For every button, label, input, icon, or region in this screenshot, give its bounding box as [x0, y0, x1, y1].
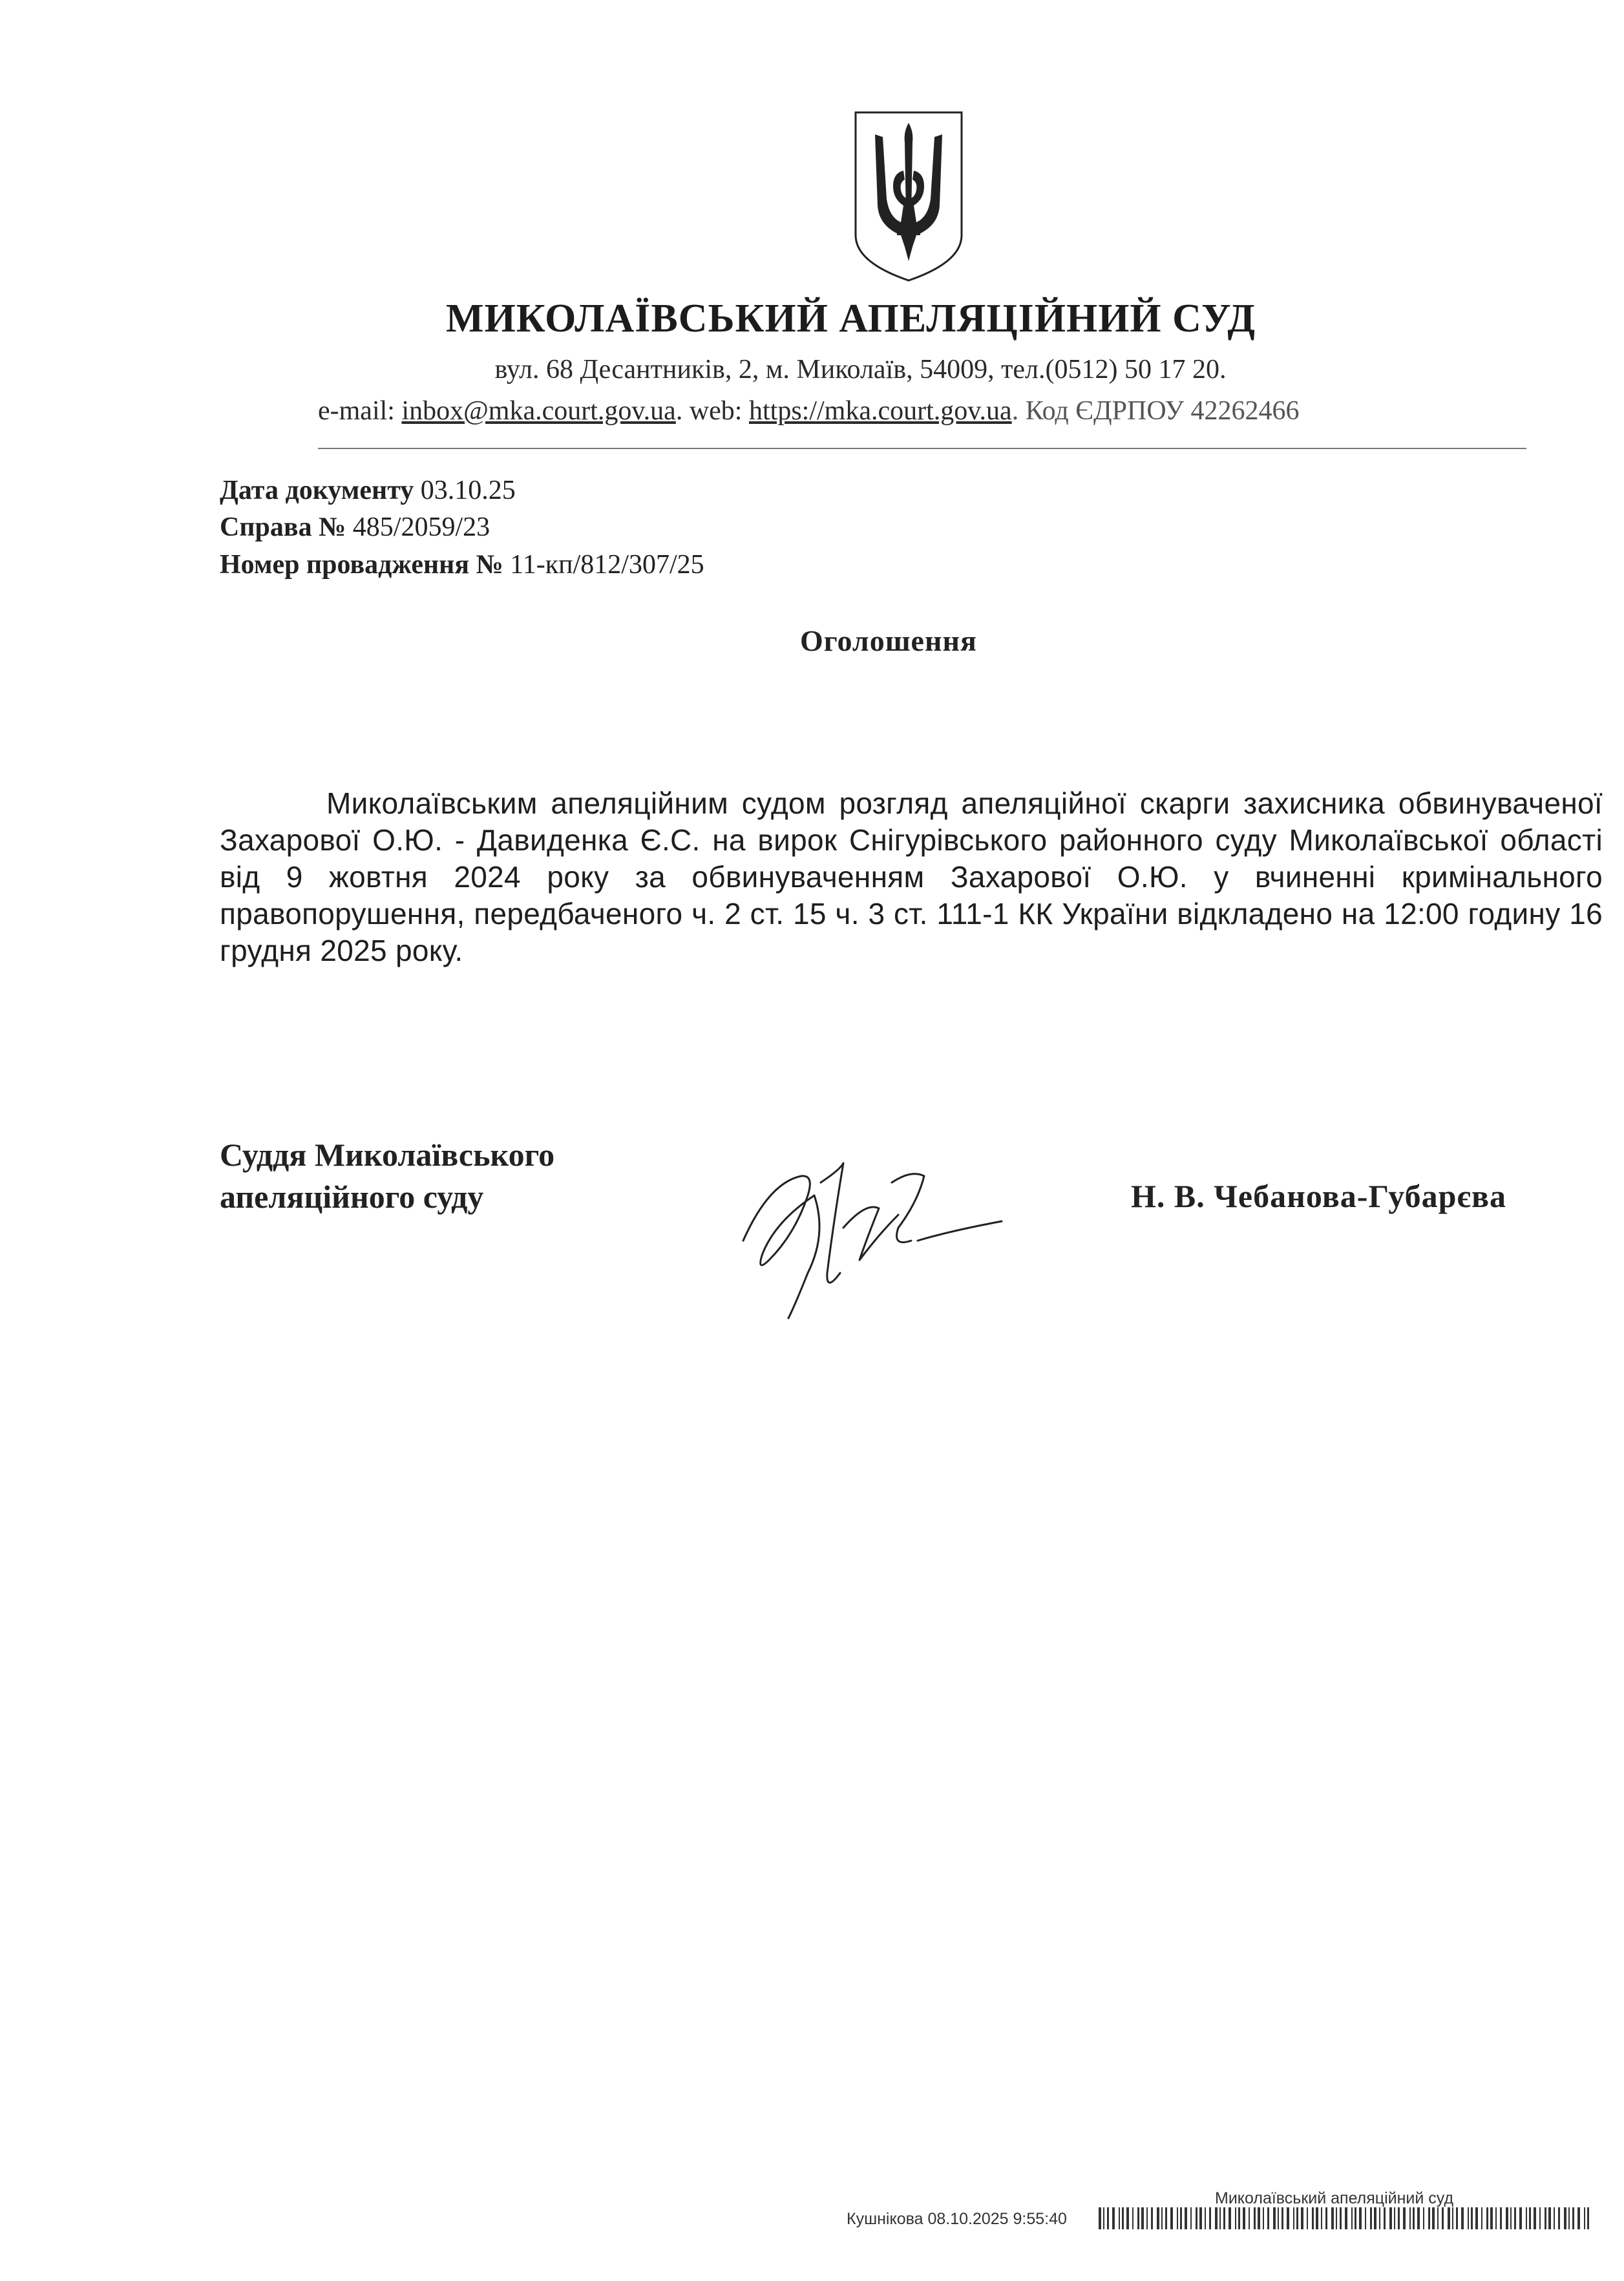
barcode-bar — [1539, 2207, 1541, 2229]
barcode-bar — [1340, 2207, 1342, 2229]
coat-of-arms-icon — [852, 109, 965, 284]
barcode-bar — [1587, 2207, 1589, 2229]
barcode-bar — [1417, 2207, 1420, 2229]
barcode-bar — [1351, 2207, 1353, 2229]
announcement-body: Миколаївським апеляційним судом розгляд апеляційної скарги захисника обвинуваченої Захарової О.Ю. - Давиденка Є.С. на вирок Снігурівського районного суду Миколаївської області від 9 жовтня 2024 року за обвинуваченням Захарової О.Ю. у вчиненні кримінального правопорушення, передбаченого ч. 2 ст. 15 ч. 3 ст. 111-1 КК України відкладено на 12:00 годину 16 грудня 2025 року. — [220, 786, 1603, 967]
proceeding-number — [220, 549, 704, 580]
barcode-bar — [1287, 2207, 1289, 2229]
barcode-bar — [1146, 2207, 1148, 2229]
barcode-bar — [1545, 2207, 1546, 2229]
judge-title — [220, 1134, 554, 1218]
barcode-bar — [1432, 2207, 1435, 2229]
barcode-bar — [1548, 2207, 1551, 2229]
barcode-bar — [1514, 2207, 1516, 2229]
barcode-bar — [1394, 2207, 1395, 2229]
barcode-bar — [1177, 2207, 1178, 2229]
barcode-bar — [1428, 2207, 1430, 2229]
barcode-bar — [1107, 2207, 1109, 2229]
barcode-bar — [1452, 2207, 1453, 2229]
barcode-bar — [1267, 2207, 1269, 2229]
barcode-bar — [1190, 2207, 1192, 2229]
barcode-bar — [1409, 2207, 1411, 2229]
barcode-bar — [1301, 2207, 1303, 2229]
document-date-label: Дата документу — [220, 476, 414, 505]
barcode-bar — [1180, 2207, 1182, 2229]
proceeding-number-label: Номер провадження № — [220, 550, 503, 580]
barcode-bar — [1398, 2207, 1400, 2229]
barcode-bar — [1534, 2207, 1536, 2229]
barcode-bar — [1254, 2207, 1256, 2229]
court-name: МИКОЛАЇВСЬКИЙ АПЕЛЯЦІЙНИЙ СУД — [446, 297, 1256, 341]
edrpou-code: . Код ЄДРПОУ 42262466 — [1011, 396, 1300, 426]
barcode-bar — [1281, 2207, 1283, 2229]
barcode-bar — [1355, 2207, 1356, 2229]
barcode-bar — [1572, 2207, 1574, 2229]
barcode-bar — [1229, 2207, 1231, 2229]
barcode-bar — [1196, 2207, 1197, 2229]
barcode-bar — [1122, 2207, 1124, 2229]
barcode-bar — [1568, 2207, 1570, 2229]
barcode-bar — [1389, 2207, 1392, 2229]
barcode-bar — [1215, 2207, 1218, 2229]
barcode-bar — [1403, 2207, 1406, 2229]
barcode-bar — [1584, 2207, 1585, 2229]
barcode-bar — [1554, 2207, 1555, 2229]
registration-stamp: Кушнікова 08.10.2025 9:55:40 — [847, 2210, 1067, 2228]
barcode-bar — [1258, 2207, 1260, 2229]
barcode-bar — [1345, 2207, 1347, 2229]
barcode-bar — [1112, 2207, 1115, 2229]
barcode-bar — [1151, 2207, 1153, 2229]
barcode-bar — [1413, 2207, 1415, 2229]
judge-title-line-2: апеляційного суду — [220, 1179, 484, 1215]
web-link[interactable]: https://mka.court.gov.ua — [748, 396, 1012, 426]
case-number-value: 485/2059/23 — [352, 512, 490, 542]
registration-court: Миколаївський апеляційний суд — [1215, 2189, 1454, 2207]
barcode-bar — [1161, 2207, 1163, 2229]
handwritten-signature — [730, 1144, 1028, 1325]
document-date-value: 03.10.25 — [420, 476, 516, 505]
barcode-bar — [1448, 2207, 1450, 2229]
barcode-bar — [1307, 2207, 1308, 2229]
barcode-bar — [1423, 2207, 1424, 2229]
barcode-bar — [1519, 2207, 1522, 2229]
barcode-bar — [1278, 2207, 1279, 2229]
document-date — [220, 475, 516, 506]
barcode-bar — [1384, 2207, 1386, 2229]
barcode-bar — [1312, 2207, 1314, 2229]
barcode-bar — [1486, 2207, 1488, 2229]
barcode-bar — [1243, 2207, 1245, 2229]
barcode-bar — [1235, 2207, 1236, 2229]
court-address: вул. 68 Десантників, 2, м. Миколаїв, 54009, тел.(0512) 50 17 20. — [494, 355, 1227, 384]
barcode-bar — [1209, 2207, 1211, 2229]
barcode-bar — [1296, 2207, 1298, 2229]
barcode-bar — [1331, 2207, 1334, 2229]
barcode-bar — [1336, 2207, 1337, 2229]
court-contacts — [318, 395, 1300, 426]
barcode-bar — [1126, 2207, 1129, 2229]
web-label: . web: — [675, 396, 749, 426]
barcode-bar — [1132, 2207, 1134, 2229]
barcode-bar — [1273, 2207, 1276, 2229]
barcode-bar — [1205, 2207, 1206, 2229]
barcode-bar — [1506, 2207, 1508, 2229]
barcode-bar — [1157, 2207, 1159, 2229]
barcode-bar — [1564, 2207, 1566, 2229]
barcode-bar — [1481, 2207, 1482, 2229]
barcode-bar — [1456, 2207, 1458, 2229]
barcode-bar — [1137, 2207, 1139, 2229]
judge-title-line-1: Суддя Миколаївського — [220, 1137, 555, 1173]
case-number-label: Справа № — [220, 512, 346, 542]
barcode-bar — [1374, 2207, 1376, 2229]
barcode-bar — [1325, 2207, 1327, 2229]
barcode-bar — [1321, 2207, 1322, 2229]
header-divider — [318, 448, 1526, 449]
barcode-bar — [1510, 2207, 1512, 2229]
barcode-bar — [1119, 2207, 1120, 2229]
barcode-bar — [1099, 2207, 1101, 2229]
barcode-bar — [1461, 2207, 1464, 2229]
barcode-bar — [1223, 2207, 1225, 2229]
case-number — [220, 512, 490, 543]
barcode-bar — [1500, 2207, 1502, 2229]
barcode-bar — [1495, 2207, 1497, 2229]
barcode-bar — [1263, 2207, 1264, 2229]
barcode-bar — [1526, 2207, 1527, 2229]
barcode-bar — [1365, 2207, 1366, 2229]
barcode-bar — [1529, 2207, 1531, 2229]
barcode-bar — [1249, 2207, 1250, 2229]
barcode-bar — [1437, 2207, 1439, 2229]
judge-name: Н. В. Чебанова-Губарєва — [1131, 1178, 1507, 1214]
barcode-bar — [1219, 2207, 1221, 2229]
barcode-bar — [1293, 2207, 1294, 2229]
barcode-bar — [1468, 2207, 1469, 2229]
barcode-bar — [1141, 2207, 1144, 2229]
barcode-bar — [1238, 2207, 1240, 2229]
barcode-bar — [1316, 2207, 1318, 2229]
barcode-bar — [1165, 2207, 1167, 2229]
barcode-bar — [1359, 2207, 1362, 2229]
barcode-bar — [1170, 2207, 1173, 2229]
barcode-bar — [1558, 2207, 1560, 2229]
barcode-bar — [1370, 2207, 1372, 2229]
barcode-bar — [1379, 2207, 1380, 2229]
barcode-bar — [1185, 2207, 1187, 2229]
barcode-bar — [1199, 2207, 1202, 2229]
document-heading: Оголошення — [800, 624, 977, 657]
proceeding-number-value: 11-кп/812/307/25 — [510, 550, 704, 580]
barcode-bar — [1471, 2207, 1473, 2229]
email-label: e-mail: — [318, 396, 402, 426]
barcode-bar — [1475, 2207, 1478, 2229]
barcode — [1099, 2207, 1596, 2229]
barcode-bar — [1490, 2207, 1493, 2229]
barcode-bar — [1442, 2207, 1444, 2229]
barcode-bar — [1103, 2207, 1104, 2229]
email-link[interactable]: inbox@mka.court.gov.ua — [401, 396, 676, 426]
barcode-bar — [1577, 2207, 1580, 2229]
